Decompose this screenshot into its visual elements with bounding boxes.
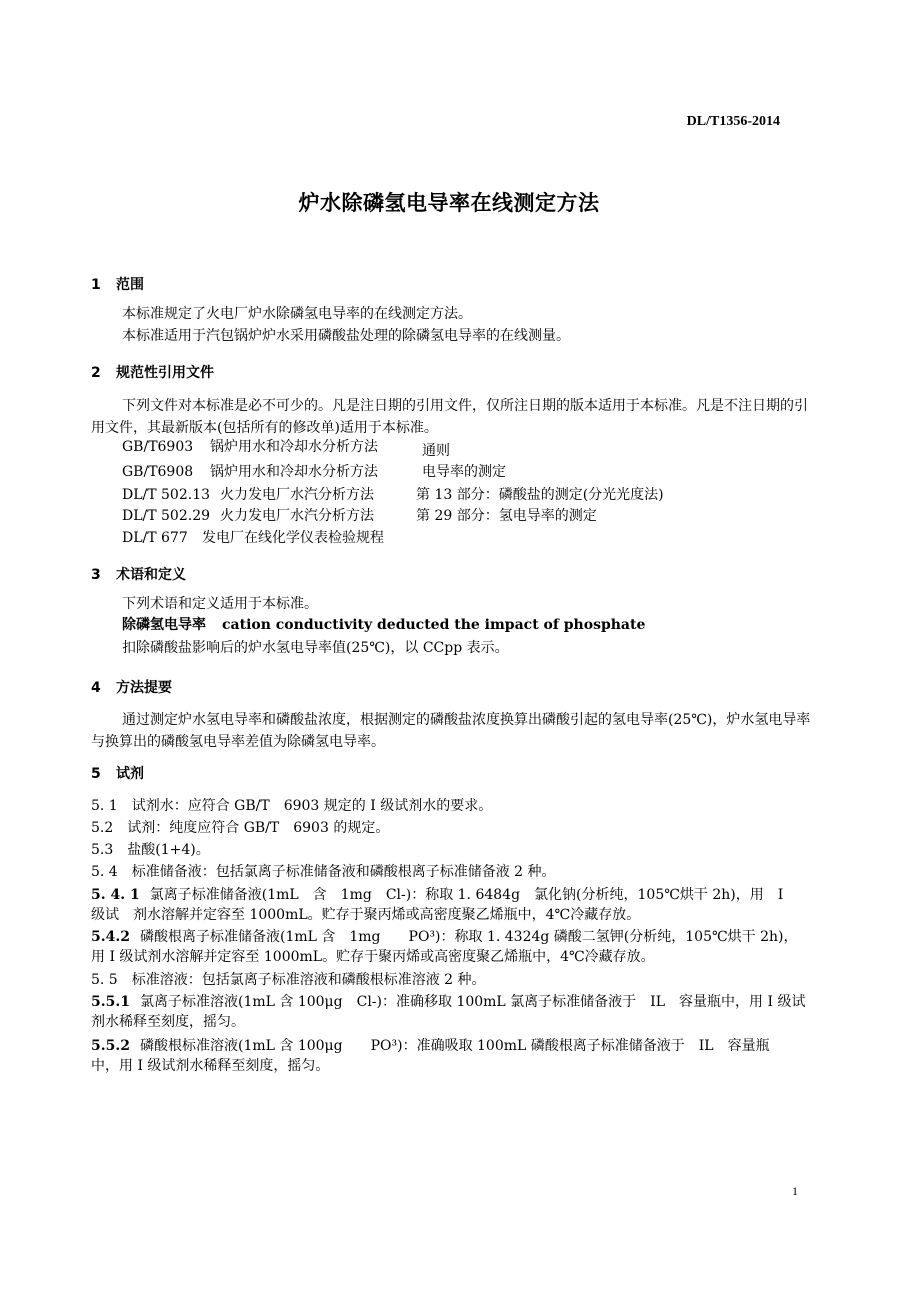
item-text: 盐酸(1+4)。 bbox=[127, 842, 210, 858]
item-text: 标准储备液：包括氯离子标准储备液和磷酸根离子标准储备液 2 种。 bbox=[131, 864, 556, 880]
item-number: 5. 5 bbox=[91, 972, 118, 988]
reference-item bbox=[122, 505, 597, 525]
section-1-heading bbox=[91, 274, 144, 294]
reagent-item bbox=[91, 796, 811, 816]
item-text: 氯离子标准储备液(1mL 含 1mg Cl-)：称取 1. 6484g 氯化钠(分析纯，105℃烘干 2h)，用 I 级试 剂水溶解并定容至 1000mL。贮存于聚丙烯或高密度聚乙烯瓶中，4℃冷藏存放。 bbox=[91, 887, 798, 923]
page-number: 1 bbox=[792, 1184, 798, 1198]
reagent-item bbox=[91, 970, 811, 990]
reference-name: 发电厂在线化学仪表检验规程 bbox=[202, 530, 384, 546]
reagent-item bbox=[91, 1036, 811, 1076]
item-number: 5. 4 bbox=[91, 864, 118, 880]
term-definition: 扣除磷酸盐影响后的炉水氢电导率值(25℃)，以 CCpp 表示。 bbox=[122, 640, 509, 656]
reference-name: 锅炉用水和冷却水分析方法 bbox=[210, 464, 378, 480]
section-number: 3 bbox=[91, 567, 101, 583]
item-number: 5.5.1 bbox=[91, 994, 130, 1010]
reference-code: GB/T6903 bbox=[122, 439, 194, 455]
item-number: 5. 1 bbox=[91, 798, 118, 814]
reference-code: DL/T 502.29 bbox=[122, 508, 211, 524]
document-title: 炉水除磷氢电导率在线测定方法 bbox=[298, 191, 600, 215]
section-title: 试剂 bbox=[116, 766, 144, 782]
reagent-item bbox=[91, 927, 811, 967]
item-text: 试剂：纯度应符合 GB/T 6903 的规定。 bbox=[127, 820, 390, 836]
reference-part: 通则 bbox=[422, 443, 450, 459]
reference-name: 火力发电厂水汽分析方法 bbox=[220, 487, 374, 503]
reference-name: 锅炉用水和冷却水分析方法 bbox=[210, 439, 378, 455]
reagent-item bbox=[91, 840, 811, 860]
reference-code: DL/T 677 bbox=[122, 530, 188, 546]
section-2-intro: 下列文件对本标准是必不可少的。凡是注日期的引用文件，仅所注日期的版本适用于本标准。凡是不注日期的引用文件，其最新版本(包括所有的修改单)适用于本标准。 bbox=[91, 398, 808, 436]
item-number: 5.2 bbox=[91, 820, 114, 836]
section-number: 5 bbox=[91, 766, 101, 782]
item-number: 5.3 bbox=[91, 842, 114, 858]
item-number: 5.4.2 bbox=[91, 929, 130, 945]
section-1-line-2: 本标准适用于汽包锅炉炉水采用磷酸盐处理的除磷氢电导率的在线测量。 bbox=[122, 328, 570, 344]
reagent-item bbox=[91, 862, 811, 882]
reagent-item bbox=[91, 885, 811, 925]
item-text: 标准溶液：包括氯离子标准溶液和磷酸根标准溶液 2 种。 bbox=[131, 972, 486, 988]
section-number: 1 bbox=[91, 277, 101, 293]
section-title: 范围 bbox=[116, 277, 144, 293]
reference-code: GB/T6908 bbox=[122, 464, 194, 480]
term-entry bbox=[122, 616, 645, 634]
reference-part: 第 13 部分：磷酸盐的测定(分光光度法) bbox=[416, 487, 664, 503]
item-text: 试剂水：应符合 GB/T 6903 规定的 I 级试剂水的要求。 bbox=[131, 798, 493, 814]
section-1-line-1: 本标准规定了火电厂炉水除磷氢电导率的在线测定方法。 bbox=[122, 306, 472, 322]
item-text: 磷酸根离子标准储备液(1mL 含 1mg PO³)：称取 1. 4324g 磷酸二氢钾(分析纯，105℃烘干 2h)，用 I 级试剂水溶解并定容至 1000mL。贮存于聚丙烯或高密度聚乙烯瓶中，4℃冷藏存放。 bbox=[91, 929, 798, 965]
reference-item bbox=[122, 461, 506, 481]
item-number: 5.5.2 bbox=[91, 1038, 130, 1054]
reference-item bbox=[122, 484, 664, 504]
section-4-text: 通过测定炉水氢电导率和磷酸盐浓度，根据测定的磷酸盐浓度换算出磷酸引起的氢电导率(25℃)，炉水氢电导率与换算出的磷酸氢电导率差值为除磷氢电导率。 bbox=[91, 712, 811, 750]
reference-item bbox=[122, 436, 450, 459]
standard-number: DL/T1356-2014 bbox=[686, 114, 780, 129]
section-5-heading bbox=[91, 763, 144, 783]
section-2-heading bbox=[91, 362, 214, 382]
section-3-intro: 下列术语和定义适用于本标准。 bbox=[122, 596, 318, 612]
section-4-heading bbox=[91, 677, 172, 697]
section-title: 术语和定义 bbox=[116, 567, 186, 583]
term-english: cation conductivity deducted the impact of phosphate bbox=[222, 617, 646, 633]
reference-code: DL/T 502.13 bbox=[122, 487, 211, 503]
reference-item bbox=[122, 527, 384, 547]
reference-part: 电导率的测定 bbox=[422, 464, 506, 480]
reagent-item bbox=[91, 992, 811, 1032]
item-number: 5. 4. 1 bbox=[91, 887, 140, 903]
section-title: 规范性引用文件 bbox=[116, 365, 214, 381]
section-number: 2 bbox=[91, 365, 101, 381]
section-title: 方法提要 bbox=[116, 680, 172, 696]
term-chinese: 除磷氢电导率 bbox=[122, 617, 206, 633]
section-3-heading bbox=[91, 564, 186, 584]
reference-name: 火力发电厂水汽分析方法 bbox=[220, 508, 374, 524]
reference-part: 第 29 部分：氢电导率的测定 bbox=[416, 508, 597, 524]
reagent-item bbox=[91, 818, 811, 838]
section-number: 4 bbox=[91, 680, 101, 696]
item-text: 磷酸根标准溶液(1mL 含 100μg PO³)：准确吸取 100mL 磷酸根离子标准储备液于 IL 容量瓶 中，用 I 级试剂水稀释至刻度，摇匀。 bbox=[91, 1038, 784, 1074]
item-text: 氯离子标准溶液(1mL 含 100μg Cl-)：准确移取 100mL 氯离子标准储备液于 IL 容量瓶中，用 I 级试剂水稀释至刻度，摇匀。 bbox=[91, 994, 806, 1030]
